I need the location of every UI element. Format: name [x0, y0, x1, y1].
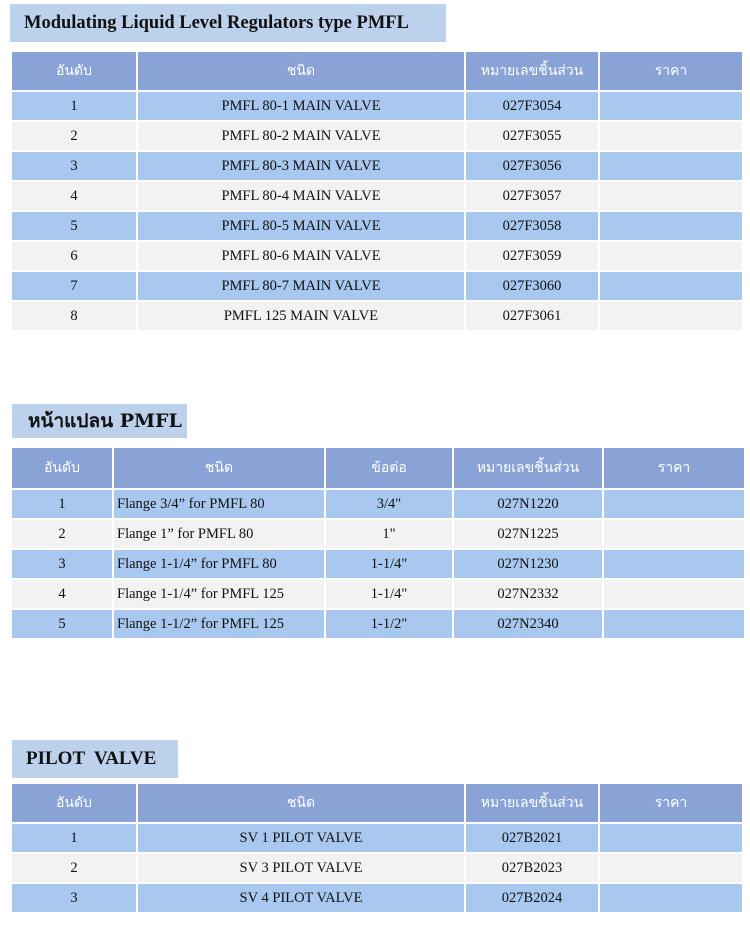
col-header-price: ราคา — [600, 784, 742, 822]
row-price — [604, 550, 744, 578]
row-price — [600, 884, 742, 912]
table-row — [12, 92, 742, 120]
table-row — [12, 824, 742, 852]
row-type: PMFL 80-7 MAIN VALVE — [138, 272, 464, 300]
row-type: Flange 1-1/4” for PMFL 125 — [114, 580, 324, 608]
row-order: 3 — [12, 152, 136, 180]
row-order: 5 — [12, 610, 112, 638]
col-header-order: อันดับ — [12, 784, 136, 822]
section-title-pmfl-flanges: หน้าแปลน PMFL — [12, 404, 187, 438]
row-connection: 1-1/2" — [326, 610, 452, 638]
row-type: PMFL 125 MAIN VALVE — [138, 302, 464, 330]
row-order: 5 — [12, 212, 136, 240]
table-row — [12, 854, 742, 882]
table-row — [12, 212, 742, 240]
row-part-number: 027F3054 — [466, 92, 598, 120]
table-row — [12, 242, 742, 270]
row-part-number: 027F3061 — [466, 302, 598, 330]
row-type: Flange 1” for PMFL 80 — [114, 520, 324, 548]
row-part-number: 027F3060 — [466, 272, 598, 300]
row-order: 2 — [12, 520, 112, 548]
pilot-valve-table — [10, 782, 744, 914]
row-price — [604, 610, 744, 638]
row-type: PMFL 80-5 MAIN VALVE — [138, 212, 464, 240]
row-price — [604, 490, 744, 518]
row-part-number: 027F3055 — [466, 122, 598, 150]
table-row — [12, 884, 742, 912]
col-header-connection: ข้อต่อ — [326, 448, 452, 488]
row-part-number: 027N1225 — [454, 520, 602, 548]
col-header-price: ราคา — [604, 448, 744, 488]
row-connection: 1-1/4" — [326, 550, 452, 578]
table-row — [12, 520, 744, 548]
row-price — [600, 272, 742, 300]
row-type: PMFL 80-4 MAIN VALVE — [138, 182, 464, 210]
col-header-part-number: หมายเลขชิ้นส่วน — [466, 784, 598, 822]
row-price — [604, 520, 744, 548]
row-type: SV 3 PILOT VALVE — [138, 854, 464, 882]
row-order: 7 — [12, 272, 136, 300]
row-part-number: 027B2021 — [466, 824, 598, 852]
col-header-order: อันดับ — [12, 448, 112, 488]
row-type: SV 1 PILOT VALVE — [138, 824, 464, 852]
row-order: 2 — [12, 854, 136, 882]
row-type: Flange 1-1/2” for PMFL 125 — [114, 610, 324, 638]
row-order: 1 — [12, 490, 112, 518]
col-header-type: ชนิด — [138, 784, 464, 822]
table-header-row — [12, 784, 742, 822]
col-header-part-number: หมายเลขชิ้นส่วน — [466, 52, 598, 90]
row-connection: 1" — [326, 520, 452, 548]
row-connection: 1-1/4" — [326, 580, 452, 608]
table-row — [12, 122, 742, 150]
table-row — [12, 610, 744, 638]
row-type: PMFL 80-1 MAIN VALVE — [138, 92, 464, 120]
section-title-pmfl-main-valves: Modulating Liquid Level Regulators type PMFL — [10, 4, 446, 42]
col-header-order: อันดับ — [12, 52, 136, 90]
table-header-row — [12, 52, 742, 90]
row-price — [600, 182, 742, 210]
row-order: 3 — [12, 884, 136, 912]
row-type: Flange 3/4” for PMFL 80 — [114, 490, 324, 518]
pmfl-main-valve-table — [10, 50, 744, 332]
table-row — [12, 302, 742, 330]
row-order: 4 — [12, 580, 112, 608]
row-order: 8 — [12, 302, 136, 330]
row-part-number: 027F3058 — [466, 212, 598, 240]
row-order: 2 — [12, 122, 136, 150]
row-part-number: 027N2340 — [454, 610, 602, 638]
row-part-number: 027B2023 — [466, 854, 598, 882]
row-type: SV 4 PILOT VALVE — [138, 884, 464, 912]
table-row — [12, 182, 742, 210]
row-price — [600, 212, 742, 240]
row-order: 1 — [12, 824, 136, 852]
table-header-row — [12, 448, 744, 488]
col-header-type: ชนิด — [114, 448, 324, 488]
table-row — [12, 550, 744, 578]
row-part-number: 027F3059 — [466, 242, 598, 270]
row-type: PMFL 80-6 MAIN VALVE — [138, 242, 464, 270]
row-connection: 3/4" — [326, 490, 452, 518]
row-order: 3 — [12, 550, 112, 578]
row-type: PMFL 80-2 MAIN VALVE — [138, 122, 464, 150]
table-row — [12, 580, 744, 608]
row-price — [600, 302, 742, 330]
table-row — [12, 490, 744, 518]
row-part-number: 027F3057 — [466, 182, 598, 210]
pmfl-flange-table — [10, 446, 746, 640]
row-price — [600, 854, 742, 882]
row-part-number: 027N2332 — [454, 580, 602, 608]
col-header-type: ชนิด — [138, 52, 464, 90]
col-header-part-number: หมายเลขชิ้นส่วน — [454, 448, 602, 488]
row-type: PMFL 80-3 MAIN VALVE — [138, 152, 464, 180]
table-row — [12, 152, 742, 180]
row-order: 1 — [12, 92, 136, 120]
row-order: 4 — [12, 182, 136, 210]
row-price — [600, 122, 742, 150]
col-header-price: ราคา — [600, 52, 742, 90]
row-part-number: 027F3056 — [466, 152, 598, 180]
row-price — [600, 824, 742, 852]
row-order: 6 — [12, 242, 136, 270]
row-part-number: 027B2024 — [466, 884, 598, 912]
row-price — [600, 92, 742, 120]
section-title-pilot-valve: PILOT VALVE — [12, 740, 178, 778]
row-price — [604, 580, 744, 608]
row-part-number: 027N1230 — [454, 550, 602, 578]
row-price — [600, 242, 742, 270]
row-type: Flange 1-1/4” for PMFL 80 — [114, 550, 324, 578]
row-part-number: 027N1220 — [454, 490, 602, 518]
table-row — [12, 272, 742, 300]
row-price — [600, 152, 742, 180]
